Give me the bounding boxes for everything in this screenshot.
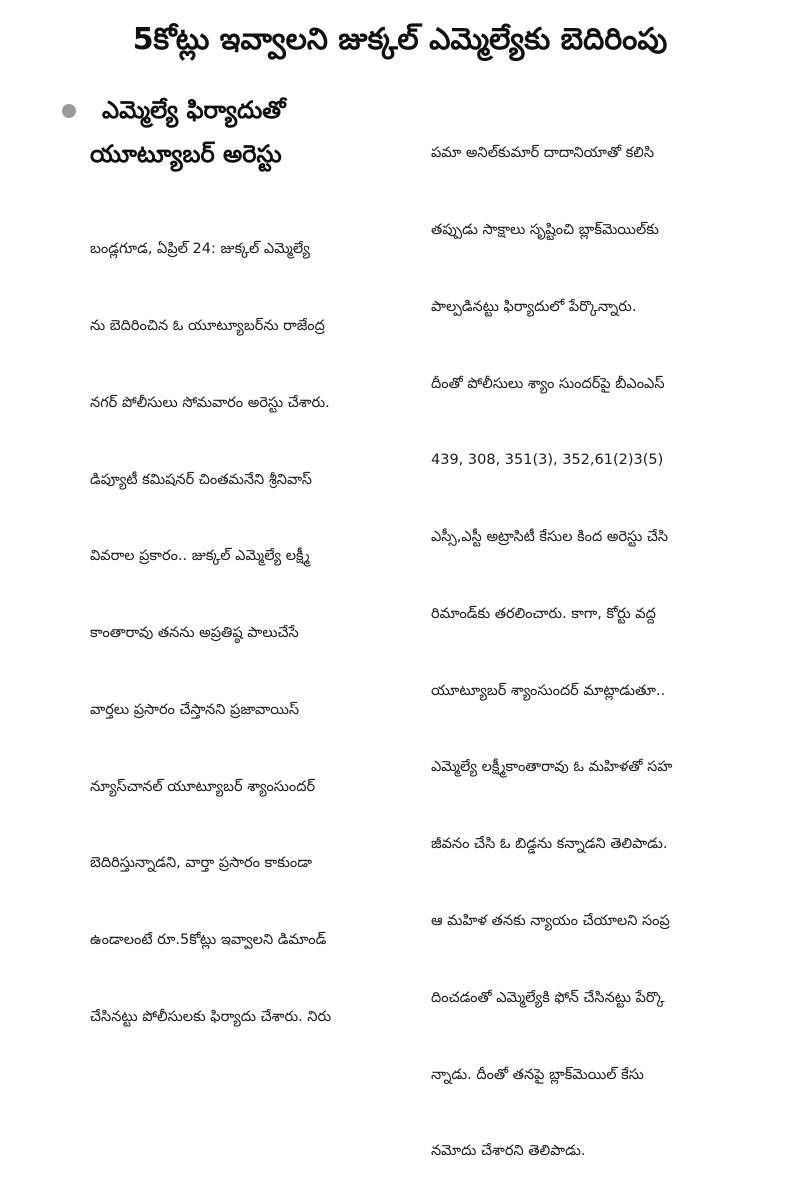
body-line: పమా అనిల్‌కుమార్ దాదానియాతో కలిసి <box>431 145 655 162</box>
body-line: చేసినట్టు పోలీసులకు ఫిర్యాదు చేశారు. నిరు <box>90 1009 332 1025</box>
body-line: నగర్ పోలీసులు సోమవారం అరెస్టు చేశారు. <box>90 394 330 411</box>
body-line: 439, 308, 351(3), 352,61(2)3(5) <box>431 452 664 469</box>
body-line: జీవనం చేసి ఓ బిడ్డను కన్నాడని తెలిపాడు. <box>431 836 668 853</box>
body-line: డిప్యూటీ కమిషనర్ చింతమనేని శ్రీనివాస్ <box>90 471 312 488</box>
body-line: కాంతారావు తనను అప్రతిష్ఠ పాలుచేసే <box>90 625 299 642</box>
body-line: తప్పుడు సాక్షాలు సృష్టించి బ్లాక్‌మెయిల్‌కు <box>431 221 659 238</box>
body-line: బెదిరిస్తున్నాడని, వార్తా ప్రసారం కాకుండా <box>90 855 313 872</box>
bullet-dot-icon <box>62 104 76 118</box>
body-line: రిమాండ్‌కు తరలించారు. కాగా, కోర్టు వద్ద <box>431 605 656 622</box>
body-line: దీంతో పోలీసులు శ్యాం సుందర్‌పై బీఎంఎస్ <box>431 375 665 392</box>
body-line: ఆ మహిళ తనకు న్యాయం చేయాలని సంప్ర <box>431 913 670 929</box>
right-column <box>431 90 776 1191</box>
subheadline-line-1: ఎమ్మెల్యే ఫిర్యాదుతో <box>102 96 286 124</box>
body-line: పాల్పడినట్టు ఫిర్యాదులో పేర్కొన్నారు. <box>431 298 637 315</box>
body-line: ఎస్సీ,ఎస్టీ అట్రాసిటీ కేసుల కింద అరెస్టు చేసి <box>431 529 669 546</box>
body-line: వివరాల ప్రకారం.. జుక్కల్ ఎమ్మెల్యే లక్ష్మీ <box>90 548 310 565</box>
subheadline-line-2: యూట్యూబర్ అరెస్టు <box>90 140 282 168</box>
body-line: ఎమ్మెల్యే లక్ష్మీకాంతారావు ఓ మహిళతో సహ <box>431 759 673 776</box>
left-column <box>90 186 412 1056</box>
body-line: యూట్యూబర్ శ్యాంసుందర్ మాట్లాడుతూ.. <box>431 682 666 699</box>
body-line: న్యూస్‌చానల్ యూట్యూబర్ శ్యాంసుందర్ <box>90 778 316 795</box>
body-line: ను బెదిరించిన ఓ యూట్యూబర్‌ను రాజేంద్ర <box>90 317 325 334</box>
body-line: వార్తలు ప్రసారం చేస్తానని ప్రజావాయిస్ <box>90 701 300 718</box>
body-line: దించడంతో ఎమ్మెల్యేకి ఫోన్ చేసినట్టు పేర్కొ <box>431 989 665 1006</box>
body-line: బండ్లగూడ, ఏప్రిల్ 24: జుక్కల్ ఎమ్మెల్యే <box>90 241 310 258</box>
headline: 5కోట్లు ఇవ్వాలని జుక్కల్ ఎమ్మెల్యేకు బెదిరింపు <box>132 22 668 57</box>
body-line: న్నాడు. దీంతో తనపై బ్లాక్‌మెయిల్ కేసు <box>431 1066 644 1083</box>
body-line: ఉండాలంటే రూ.5కోట్లు ఇవ్వాలని డిమాండ్ <box>90 932 327 949</box>
body-line: నమోదు చేశారని తెలిపాడు. <box>431 1143 586 1160</box>
